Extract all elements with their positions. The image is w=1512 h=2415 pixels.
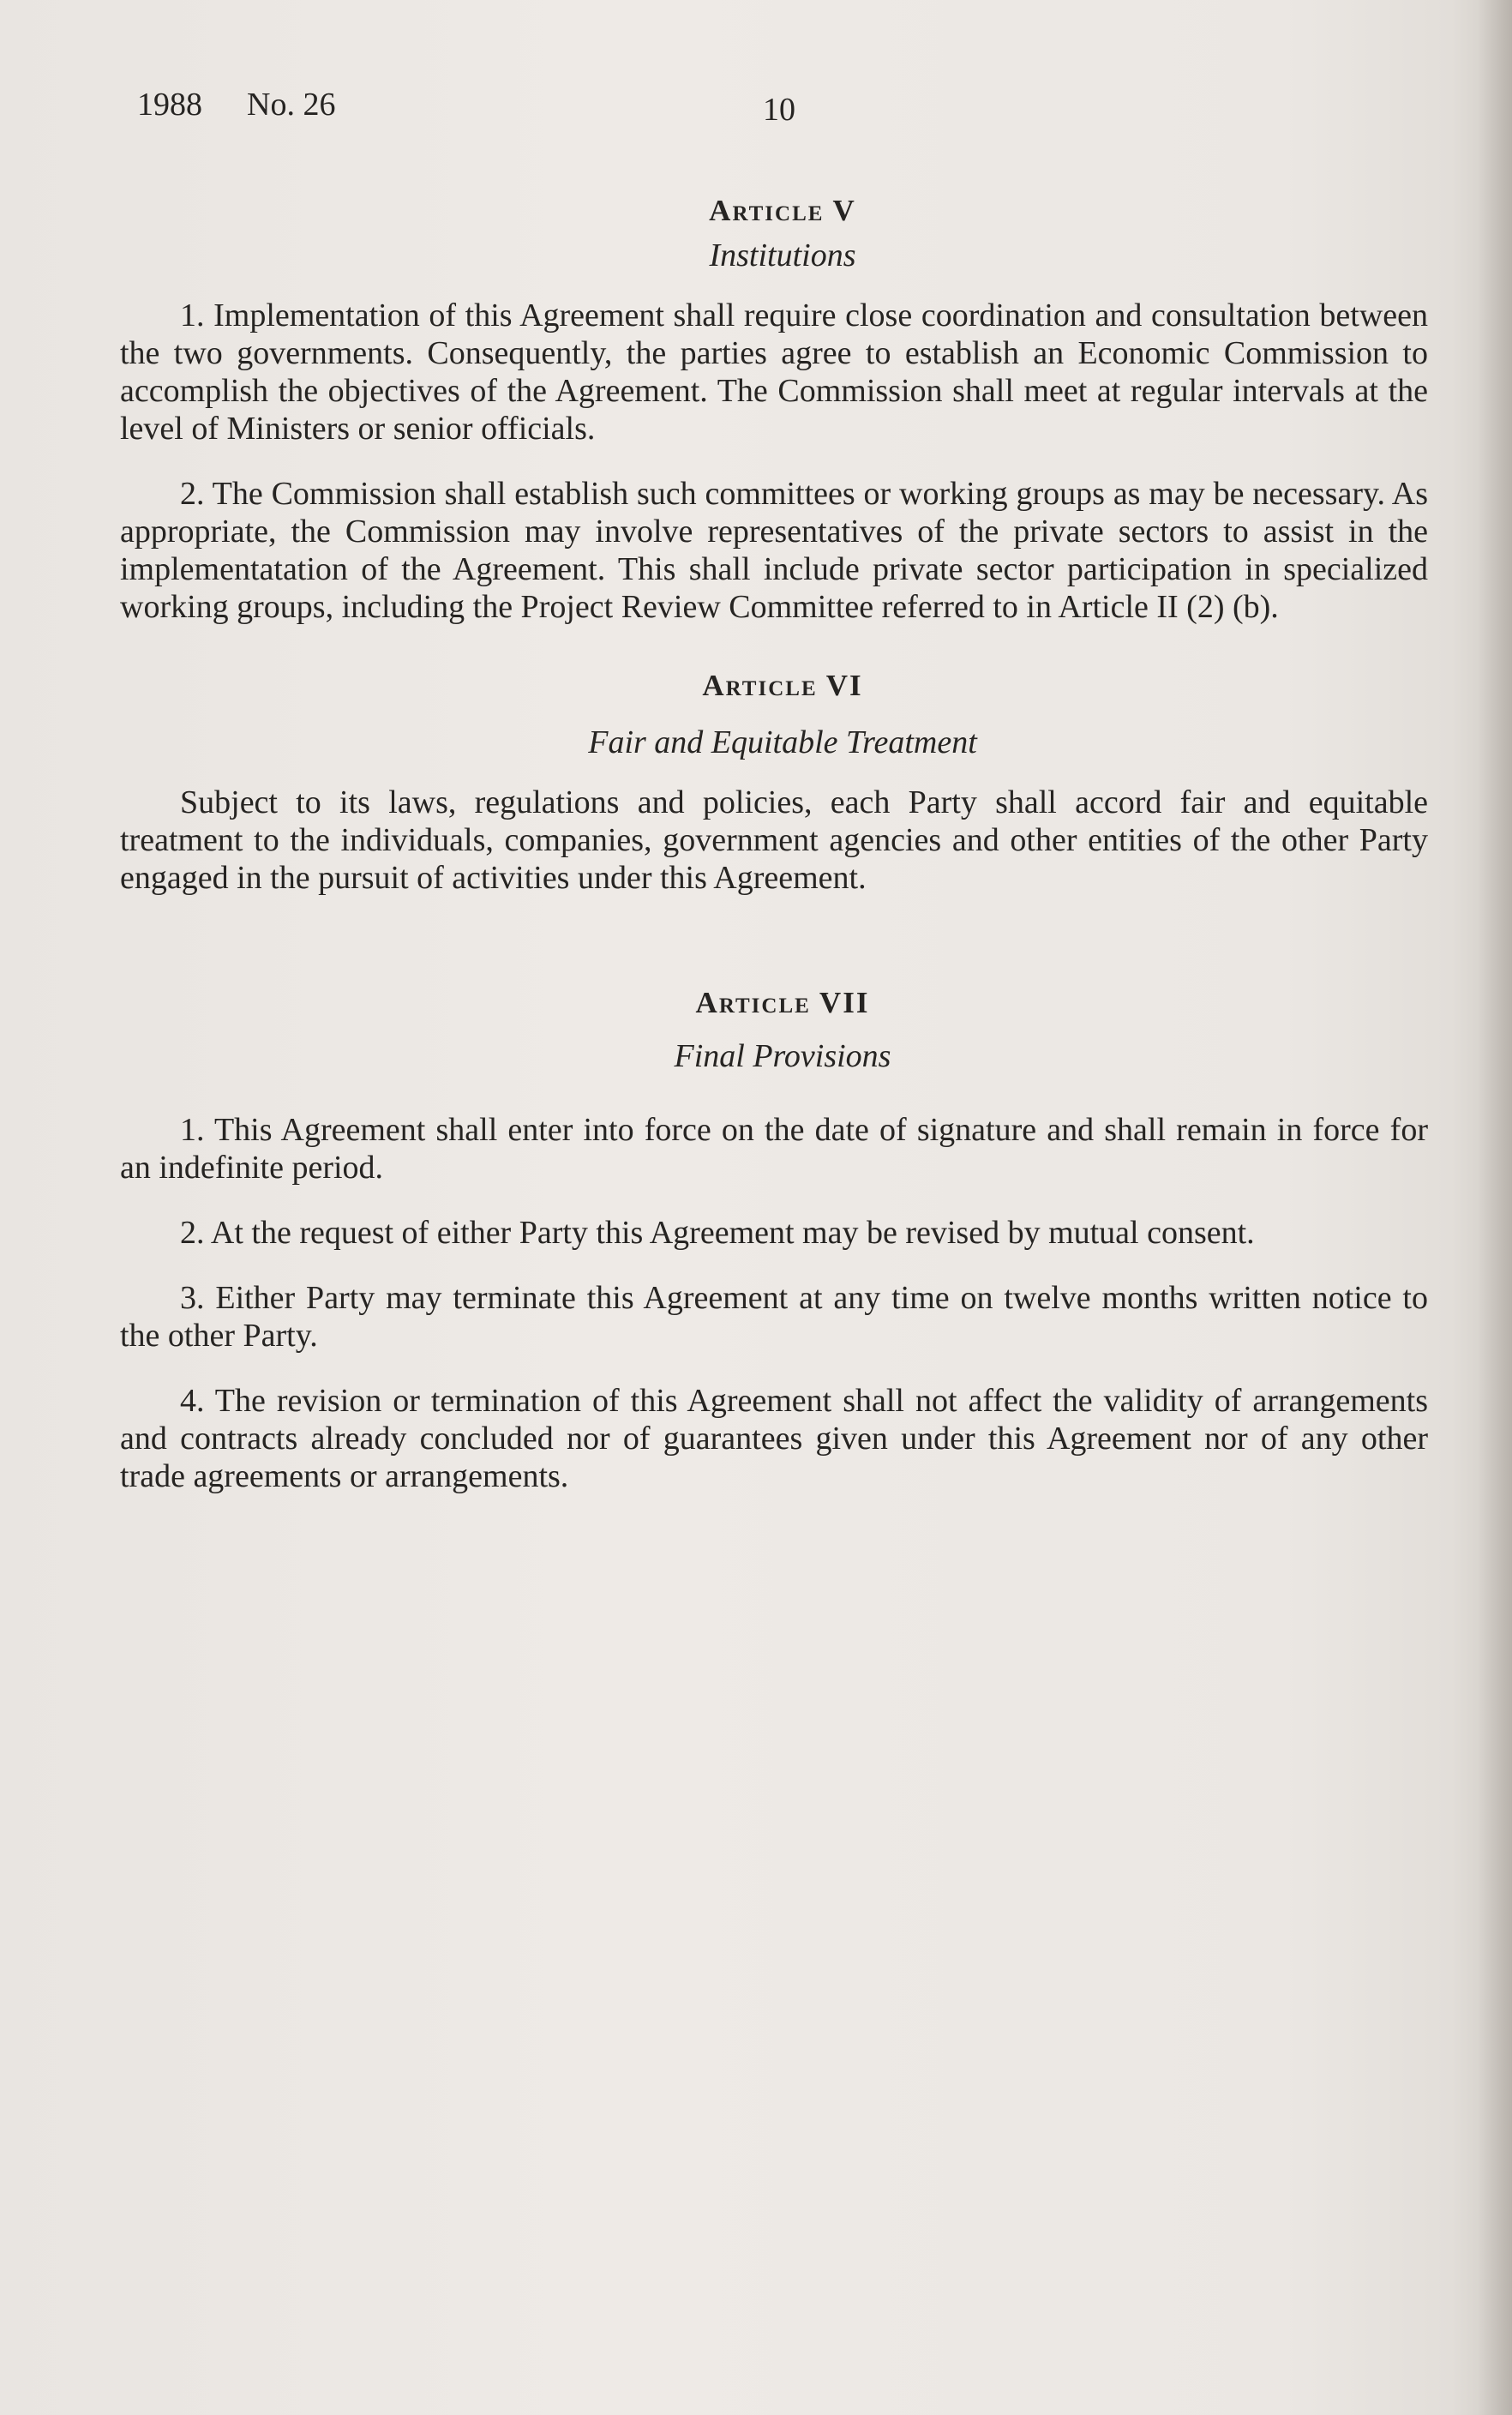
header-number: No. 26: [247, 87, 336, 123]
page-number: 10: [763, 92, 795, 128]
binding-shadow: [1478, 0, 1512, 2415]
article-6-subtitle: Fair and Equitable Treatment: [588, 724, 977, 760]
article-6-paragraph-1: Subject to its laws, regulations and policies, each Party shall accord fair and equitable treatment to the individuals, companies, government agencies and other entities of the other Party engaged in the pursuit of activities under this Agreement.: [120, 784, 1428, 896]
article-7-paragraph-3: 3. Either Party may terminate this Agreement at any time on twelve months written notice to the other Party.: [120, 1280, 1428, 1354]
article-7-heading: Article VII: [695, 986, 870, 1019]
article-7-subtitle: Final Provisions: [674, 1038, 891, 1074]
article-7-paragraph-2: 2. At the request of either Party this Agreement may be revised by mutual consent.: [180, 1215, 1255, 1251]
article-5-paragraph-2: 2. The Commission shall establish such committees or working groups as may be necessary. As appropriate, the Commission may involve representatives of the private sectors to assist in the implementatation of the Agreement. This shall include private sector participation in specialized working groups, including the Project Review Committee referred to in Article II (2) (b).: [120, 476, 1428, 625]
article-7-paragraph-1: 1. This Agreement shall enter into force on the date of signature and shall remain in force for an indefinite period.: [120, 1112, 1428, 1186]
page-header: [137, 86, 1423, 137]
article-6: [120, 665, 1428, 897]
article-5-subtitle: Institutions: [709, 237, 856, 273]
article-6-heading: Article VI: [702, 669, 863, 702]
article-5: [120, 190, 1428, 626]
article-5-heading: Article V: [709, 194, 856, 227]
document-body: [120, 190, 1428, 1535]
header-year: 1988: [137, 87, 202, 123]
article-7: [120, 982, 1428, 1495]
article-5-paragraph-1: 1. Implementation of this Agreement shall require close coordination and consultation between the two governments. Consequently, the parties agree to establish an Economic Commission to accomplish the objectives of the Agreement. The Commission shall meet at regular intervals at the level of Ministers or senior officials.: [120, 297, 1428, 447]
article-7-paragraph-4: 4. The revision or termination of this Agreement shall not affect the validity of arrangements and contracts already concluded nor of guarantees given under this Agreement nor of any other trade agreements or arrangements.: [120, 1383, 1428, 1494]
